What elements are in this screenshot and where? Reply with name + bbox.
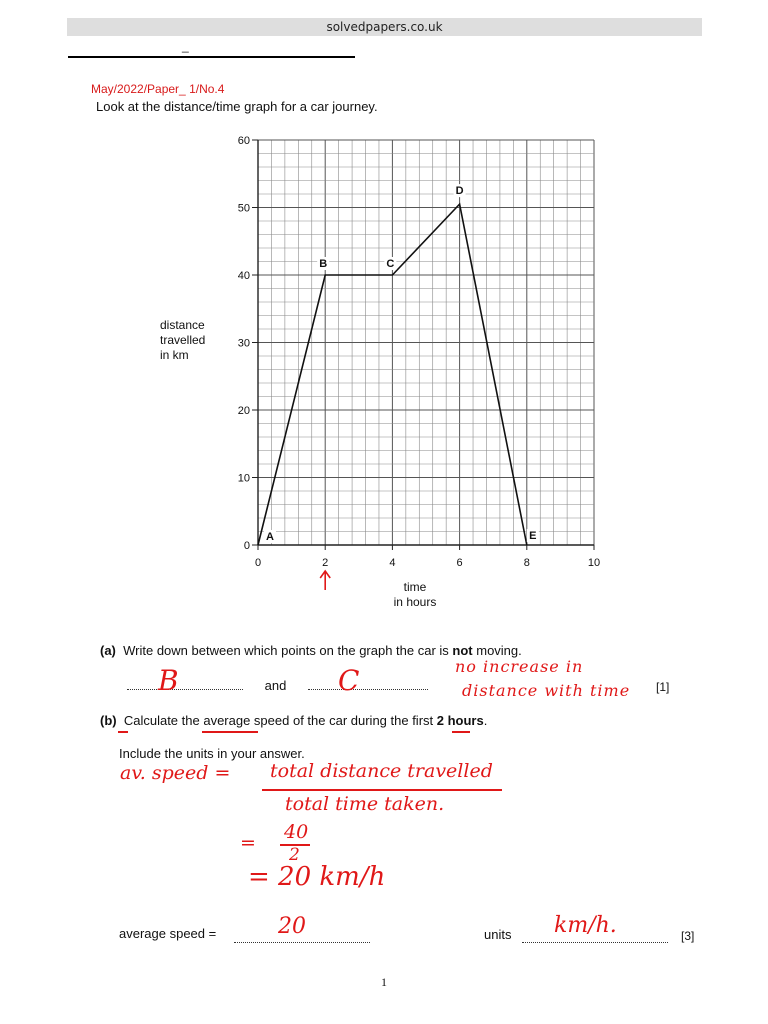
x-axis-label bbox=[390, 580, 440, 610]
hw-units-value: km/h. bbox=[554, 913, 617, 938]
hw-step2: = 20 km/h bbox=[248, 862, 386, 892]
part-b-text-after: . bbox=[483, 713, 488, 728]
x-tick-label: 4 bbox=[389, 557, 396, 569]
hw-answer-c: C bbox=[338, 664, 360, 697]
avg-speed-blank[interactable] bbox=[234, 940, 370, 943]
part-a-text-after: moving. bbox=[472, 643, 522, 658]
part-a-text-before: Write down between which points on the graph the car is bbox=[123, 643, 453, 658]
y-axis-label-text: travelled bbox=[160, 333, 206, 347]
page-number: 1 bbox=[381, 975, 387, 989]
hw-step1-numerator: 40 bbox=[284, 821, 309, 843]
part-b-text-before: Calculate the average speed of the car during the first bbox=[123, 713, 437, 728]
units-blank[interactable] bbox=[522, 940, 668, 943]
y-tick-label: 20 bbox=[237, 405, 250, 417]
y-axis-label bbox=[160, 318, 205, 363]
y-tick-label: 10 bbox=[237, 472, 250, 485]
part-b-text-bold: 2 hours bbox=[436, 713, 484, 728]
hw-note-line-2: distance with time bbox=[462, 681, 631, 700]
x-tick-label: 10 bbox=[587, 557, 601, 569]
x-tick-label: 6 bbox=[456, 557, 463, 569]
hw-avg-speed-value: 20 bbox=[278, 914, 306, 939]
underline-2-hours bbox=[452, 731, 470, 733]
hw-formula-numerator: total distance travelled bbox=[270, 760, 493, 782]
y-axis-label-text: distance bbox=[160, 318, 205, 332]
avg-speed-label: average speed = bbox=[119, 926, 217, 941]
hw-fraction-bar bbox=[262, 789, 502, 791]
point-label-c: C bbox=[386, 258, 395, 270]
y-tick-label: 50 bbox=[237, 202, 250, 215]
hw-formula-denominator: total time taken. bbox=[285, 793, 445, 815]
hw-answer-b: B bbox=[158, 664, 179, 697]
underline-average-speed bbox=[202, 731, 258, 733]
part-a-mark: [1] bbox=[656, 680, 670, 694]
and-text: and bbox=[264, 678, 287, 693]
x-tick-label: 8 bbox=[523, 557, 530, 569]
x-tick-label: 0 bbox=[254, 557, 262, 569]
y-tick-label: 40 bbox=[237, 270, 250, 282]
answer-blank-1[interactable] bbox=[127, 687, 243, 690]
part-b-units-instruction: Include the units in your answer. bbox=[119, 746, 305, 761]
part-b-label: (b) bbox=[100, 713, 117, 728]
part-a-label: (a) bbox=[100, 643, 116, 658]
y-tick-label: 30 bbox=[237, 337, 250, 350]
point-label-d: D bbox=[455, 185, 464, 198]
point-label-e: E bbox=[529, 530, 537, 542]
y-axis-label-line bbox=[160, 318, 205, 363]
x-axis-label-text: time bbox=[403, 580, 427, 594]
part-b-mark: [3] bbox=[681, 929, 695, 943]
hw-note-line-1: no increase in bbox=[455, 657, 584, 676]
y-tick-label: 0 bbox=[243, 540, 250, 552]
y-tick-label: 60 bbox=[237, 135, 250, 147]
paper-reference: May/2022/Paper_ 1/No.4 bbox=[91, 82, 225, 96]
hw-step1-denominator: 2 bbox=[289, 845, 300, 865]
hw-formula-left: av. speed = bbox=[120, 762, 231, 784]
point-label-b: B bbox=[319, 258, 328, 270]
part-a-question bbox=[100, 643, 522, 658]
header-dash: _ bbox=[182, 39, 189, 53]
part-a-text-bold: not bbox=[452, 643, 473, 658]
graph-ticks bbox=[238, 135, 600, 569]
y-axis-label-text: in km bbox=[160, 348, 189, 362]
x-tick-label: 2 bbox=[322, 557, 329, 569]
site-name: solvedpapers.co.uk bbox=[326, 20, 443, 34]
units-label: units bbox=[484, 927, 512, 942]
hw-equals-1: = bbox=[240, 832, 256, 854]
question-intro: Look at the distance/time graph for a car journey. bbox=[96, 99, 378, 114]
part-b-question bbox=[100, 713, 487, 728]
graph-point-labels bbox=[264, 184, 539, 543]
point-label-a: A bbox=[266, 531, 274, 543]
x-axis-label-text: in hours bbox=[393, 595, 437, 609]
underline-calculate bbox=[118, 731, 128, 733]
answer-blank-2[interactable] bbox=[308, 687, 428, 690]
